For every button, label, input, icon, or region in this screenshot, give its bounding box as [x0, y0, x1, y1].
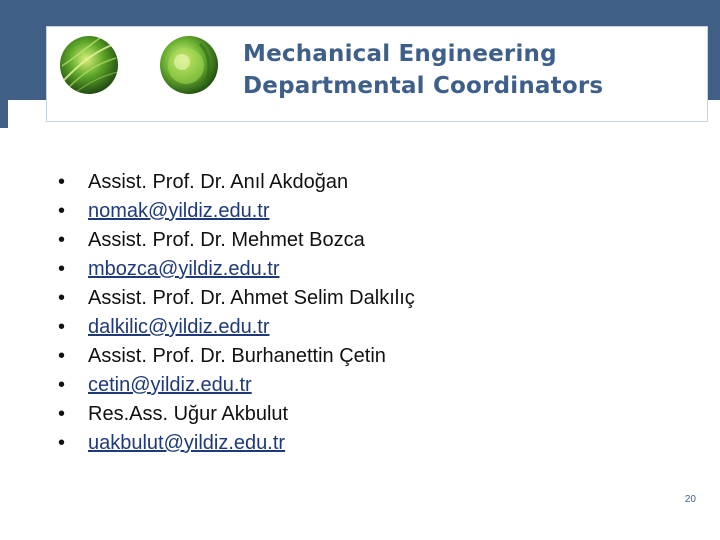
- coordinator-name: [58, 400, 415, 429]
- coordinator-email: [58, 197, 415, 226]
- page-title-line-1: Mechanical Engineering: [243, 41, 557, 67]
- page-title-line-2: Departmental Coordinators: [243, 73, 604, 99]
- coordinator-name-text: Assist. Prof. Dr. Anıl Akdoğan: [88, 171, 349, 193]
- email-link[interactable]: nomak@yildiz.edu.tr: [88, 200, 270, 222]
- coordinator-name: [58, 226, 415, 255]
- header-band-accent: [0, 100, 8, 128]
- coordinator-name: [58, 284, 415, 313]
- coordinator-name-text: Assist. Prof. Dr. Burhanettin Çetin: [88, 345, 386, 367]
- green-sphere-icon: [160, 36, 218, 94]
- coordinator-email: [58, 255, 415, 284]
- coordinator-name-text: Assist. Prof. Dr. Mehmet Bozca: [88, 229, 365, 251]
- coordinator-email: [58, 313, 415, 342]
- coordinator-name-text: Res.Ass. Uğur Akbulut: [88, 403, 289, 425]
- coordinator-email: [58, 371, 415, 400]
- page-title: [243, 38, 603, 102]
- page-number: 20: [684, 494, 696, 505]
- green-leaf-icon: [60, 36, 118, 94]
- coordinator-list: [58, 168, 415, 458]
- email-link[interactable]: uakbulut@yildiz.edu.tr: [88, 432, 286, 454]
- email-link[interactable]: cetin@yildiz.edu.tr: [88, 374, 252, 396]
- email-link[interactable]: mbozca@yildiz.edu.tr: [88, 258, 280, 280]
- coordinator-name: [58, 168, 415, 197]
- coordinator-name-text: Assist. Prof. Dr. Ahmet Selim Dalkılıç: [88, 287, 415, 309]
- email-link[interactable]: dalkilic@yildiz.edu.tr: [88, 316, 270, 338]
- coordinator-name: [58, 342, 415, 371]
- coordinator-email: [58, 429, 415, 458]
